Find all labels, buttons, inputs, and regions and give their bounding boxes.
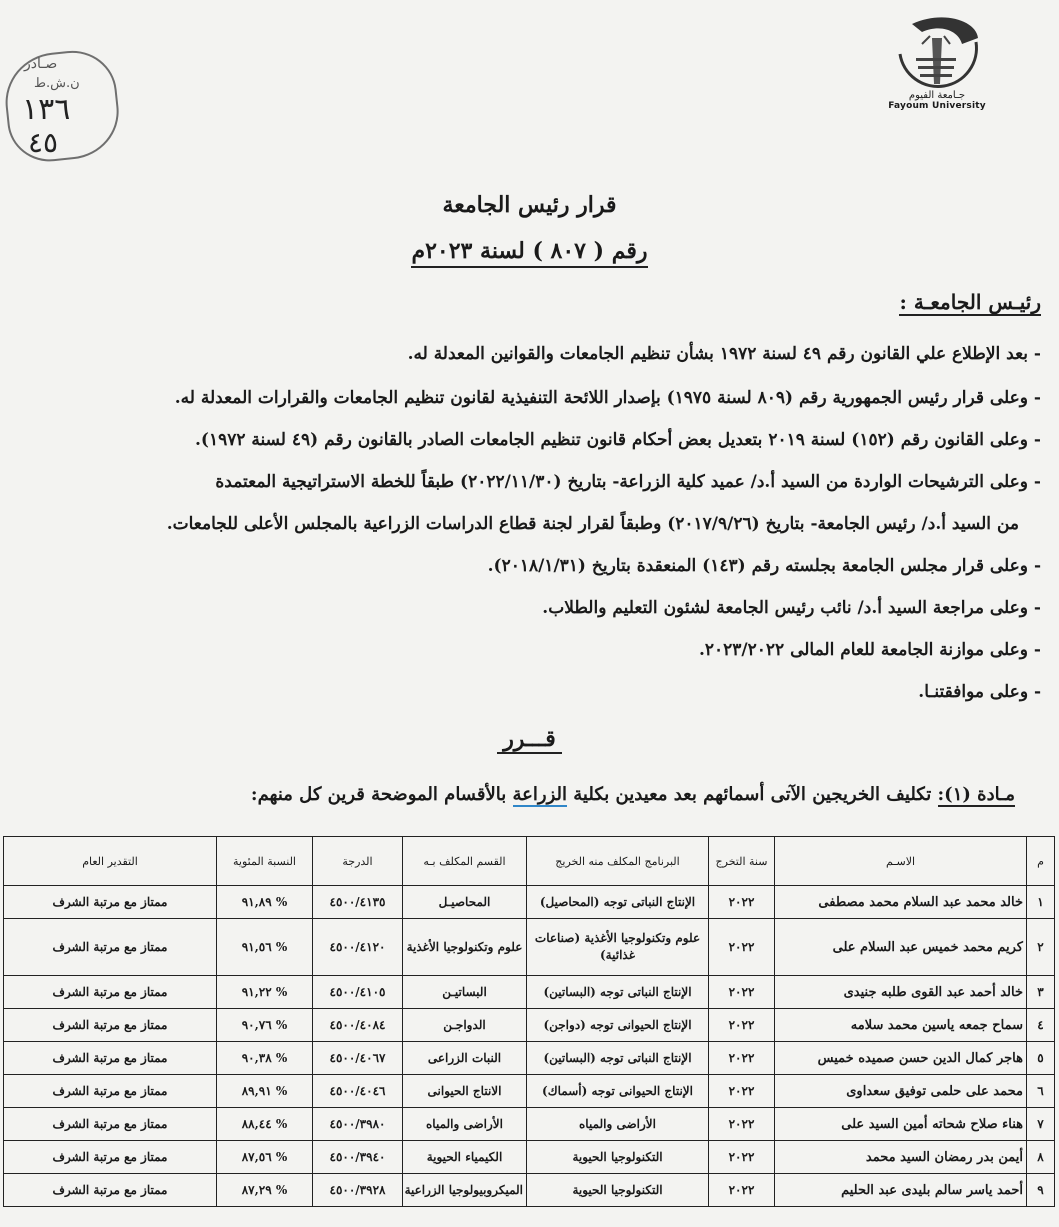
table-row <box>4 1108 1055 1141</box>
stamp-line-2: ن.ش.ط <box>34 76 80 91</box>
preamble-line: - وعلى قرار مجلس الجامعة بجلسته رقم (١٤٣) المنعقدة بتاريخ (٢٠١٨/١/٣١). <box>487 556 1041 576</box>
article-highlight: الزراعة <box>512 784 568 805</box>
row-num: ٦ <box>1027 1075 1055 1108</box>
row-rating: ممتاز مع مرتبة الشرف <box>4 1075 217 1108</box>
article-label: مـادة (١): <box>937 784 1015 805</box>
row-grade: ٤٥٠٠/٤٠٦٧ <box>313 1042 403 1075</box>
row-name: خالد أحمد عبد القوى طلبه جنيدى <box>775 976 1027 1009</box>
row-department: الدواجـن <box>403 1009 527 1042</box>
row-program: الإنتاج النباتى توجه (البساتين) <box>527 976 709 1009</box>
row-year: ٢٠٢٢ <box>709 886 775 919</box>
row-rating: ممتاز مع مرتبة الشرف <box>4 1009 217 1042</box>
row-rating: ممتاز مع مرتبة الشرف <box>4 1174 217 1207</box>
decree-number <box>0 238 1059 264</box>
row-year: ٢٠٢٢ <box>709 1174 775 1207</box>
row-department: المحاصيـل <box>403 886 527 919</box>
row-grade: ٤٥٠٠/٣٩٤٠ <box>313 1141 403 1174</box>
row-department: النبات الزراعى <box>403 1042 527 1075</box>
row-num: ٥ <box>1027 1042 1055 1075</box>
row-percent: % ٩١,٨٩ <box>217 886 313 919</box>
graduates-table <box>3 836 1055 1207</box>
stamp-line-4: ٤٥ <box>28 126 59 159</box>
row-program: الإنتاج النباتى توجه (البساتين) <box>527 1042 709 1075</box>
row-rating: ممتاز مع مرتبة الشرف <box>4 976 217 1009</box>
table-row <box>4 1009 1055 1042</box>
row-percent: % ٩٠,٣٨ <box>217 1042 313 1075</box>
preamble-line: - وعلى الترشيحات الواردة من السيد أ.د/ عميد كلية الزراعة- بتاريخ (٢٠٢٢/١١/٣٠) طبقاً للخطة الاستراتيجية المعتمدة <box>215 472 1041 492</box>
header-year: سنة التخرج <box>709 837 775 886</box>
row-percent: % ٩١,٥٦ <box>217 919 313 976</box>
preamble-line: - وعلى قرار رئيس الجمهورية رقم (٨٠٩ لسنة ١٩٧٥) بإصدار اللائحة التنفيذية لقانون تنظيم الجامعات والقرارات المعدلة له. <box>174 388 1041 408</box>
president-label-text: رئيـس الجامعـة : <box>899 290 1041 314</box>
preamble-line: من السيد أ.د/ رئيس الجامعة- بتاريخ (٢٠١٧/٩/٢٦) وطبقاً لقرار لجنة قطاع الدراسات الزراعية بالمجلس الأعلى للجامعات. <box>166 514 1019 534</box>
row-grade: ٤٥٠٠/٣٩٨٠ <box>313 1108 403 1141</box>
row-percent: % ٩١,٢٢ <box>217 976 313 1009</box>
row-num: ٢ <box>1027 919 1055 976</box>
row-department: الكيمياء الحيوية <box>403 1141 527 1174</box>
header-name: الاسـم <box>775 837 1027 886</box>
row-grade: ٤٥٠٠/٤١٠٥ <box>313 976 403 1009</box>
row-year: ٢٠٢٢ <box>709 1108 775 1141</box>
row-rating: ممتاز مع مرتبة الشرف <box>4 886 217 919</box>
preamble-line: - وعلى موازنة الجامعة للعام المالى ٢٠٢٣/٢٠٢٢. <box>698 640 1041 660</box>
row-num: ١ <box>1027 886 1055 919</box>
table-row <box>4 919 1055 976</box>
row-num: ٧ <box>1027 1108 1055 1141</box>
preamble-line: - وعلى مراجعة السيد أ.د/ نائب رئيس الجامعة لشئون التعليم والطلاب. <box>542 598 1041 618</box>
table-row <box>4 1075 1055 1108</box>
header-num: م <box>1027 837 1055 886</box>
table-row <box>4 976 1055 1009</box>
row-year: ٢٠٢٢ <box>709 1141 775 1174</box>
decision-heading <box>0 726 1059 752</box>
stamp-line-3: ١٣٦ <box>22 92 71 127</box>
row-num: ٣ <box>1027 976 1055 1009</box>
header-rating: التقدير العام <box>4 837 217 886</box>
row-num: ٤ <box>1027 1009 1055 1042</box>
row-program: الإنتاج الحيوانى توجه (دواجن) <box>527 1009 709 1042</box>
row-percent: % ٨٧,٢٩ <box>217 1174 313 1207</box>
row-department: الميكروبيولوجيا الزراعية <box>403 1174 527 1207</box>
row-program: الأراضى والمياه <box>527 1108 709 1141</box>
row-grade: ٤٥٠٠/٣٩٢٨ <box>313 1174 403 1207</box>
president-label <box>899 290 1041 314</box>
table-row <box>4 1141 1055 1174</box>
article-text-after: بالأقسام الموضحة قرين كل منهم: <box>250 784 513 805</box>
preamble-line: - وعلى القانون رقم (١٥٢) لسنة ٢٠١٩ بتعديل بعض أحكام قانون تنظيم الجامعات الصادر بالقانون رقم (٤٩ لسنة ١٩٧٢). <box>194 430 1041 450</box>
row-program: التكنولوجيا الحيوية <box>527 1141 709 1174</box>
row-name: هاجر كمال الدين حسن صميده خميس <box>775 1042 1027 1075</box>
row-rating: ممتاز مع مرتبة الشرف <box>4 1108 217 1141</box>
row-department: الانتاج الحيوانى <box>403 1075 527 1108</box>
decision-heading-text: قـــرر <box>497 726 562 754</box>
row-rating: ممتاز مع مرتبة الشرف <box>4 919 217 976</box>
row-percent: % ٨٧,٥٦ <box>217 1141 313 1174</box>
table-row <box>4 886 1055 919</box>
article-1 <box>251 784 1015 805</box>
table-header-row <box>4 837 1055 886</box>
row-name: محمد على حلمى توفيق سعداوى <box>775 1075 1027 1108</box>
row-percent: % ٨٩,٩١ <box>217 1075 313 1108</box>
row-num: ٩ <box>1027 1174 1055 1207</box>
row-year: ٢٠٢٢ <box>709 1009 775 1042</box>
row-grade: ٤٥٠٠/٤١٣٥ <box>313 886 403 919</box>
row-program: التكنولوجيا الحيوية <box>527 1174 709 1207</box>
row-rating: ممتاز مع مرتبة الشرف <box>4 1042 217 1075</box>
decree-title: قرار رئيس الجامعة <box>442 192 617 218</box>
row-name: أيمن بدر رمضان السيد محمد <box>775 1141 1027 1174</box>
header-percent: النسبة المئوية <box>217 837 313 886</box>
header-grade: الدرجة <box>313 837 403 886</box>
fayoum-logo-icon <box>892 14 982 92</box>
registry-stamp <box>6 52 118 160</box>
row-department: علوم وتكنولوجيا الأغذية <box>403 919 527 976</box>
decree-number-text: رقم ( ٨٠٧ ) لسنة ٢٠٢٣م <box>411 238 647 268</box>
row-grade: ٤٥٠٠/٤٠٨٤ <box>313 1009 403 1042</box>
row-grade: ٤٥٠٠/٤١٢٠ <box>313 919 403 976</box>
header-program: البرنامج المكلف منه الخريج <box>527 837 709 886</box>
table-row <box>4 1174 1055 1207</box>
row-name: خالد محمد عبد السلام محمد مصطفى <box>775 886 1027 919</box>
row-year: ٢٠٢٢ <box>709 919 775 976</box>
row-name: كريم محمد خميس عبد السلام على <box>775 919 1027 976</box>
preamble-line: - بعد الإطلاع علي القانون رقم ٤٩ لسنة ١٩٧٢ بشأن تنظيم الجامعات والقوانين المعدلة له. <box>407 344 1041 364</box>
article-text-before: تكليف الخريجين الآتى أسمائهم بعد معيدين بكلية <box>567 784 938 805</box>
logo-english-text: Fayoum University <box>888 101 986 111</box>
row-program: علوم وتكنولوجيا الأغذية (صناعات غذائية) <box>527 919 709 976</box>
stamp-line-1: صـادر <box>24 56 58 72</box>
row-rating: ممتاز مع مرتبة الشرف <box>4 1141 217 1174</box>
university-logo <box>877 14 997 111</box>
row-program: الإنتاج النباتى توجه (المحاصيل) <box>527 886 709 919</box>
preamble-line: - وعلى موافقتنـا. <box>918 682 1041 702</box>
row-name: سماح جمعه ياسين محمد سلامه <box>775 1009 1027 1042</box>
row-name: أحمد ياسر سالم بليدى عبد الحليم <box>775 1174 1027 1207</box>
header-department: القسم المكلف بـه <box>403 837 527 886</box>
table-row <box>4 1042 1055 1075</box>
row-department: البساتيـن <box>403 976 527 1009</box>
row-name: هناء صلاح شحاته أمين السيد على <box>775 1108 1027 1141</box>
row-year: ٢٠٢٢ <box>709 1042 775 1075</box>
row-department: الأراضى والمياه <box>403 1108 527 1141</box>
row-percent: % ٨٨,٤٤ <box>217 1108 313 1141</box>
row-num: ٨ <box>1027 1141 1055 1174</box>
row-program: الإنتاج الحيوانى توجه (أسماك) <box>527 1075 709 1108</box>
row-year: ٢٠٢٢ <box>709 976 775 1009</box>
row-percent: % ٩٠,٧٦ <box>217 1009 313 1042</box>
logo-arabic-text: جـامعة الفيوم <box>908 90 966 101</box>
row-grade: ٤٥٠٠/٤٠٤٦ <box>313 1075 403 1108</box>
row-year: ٢٠٢٢ <box>709 1075 775 1108</box>
